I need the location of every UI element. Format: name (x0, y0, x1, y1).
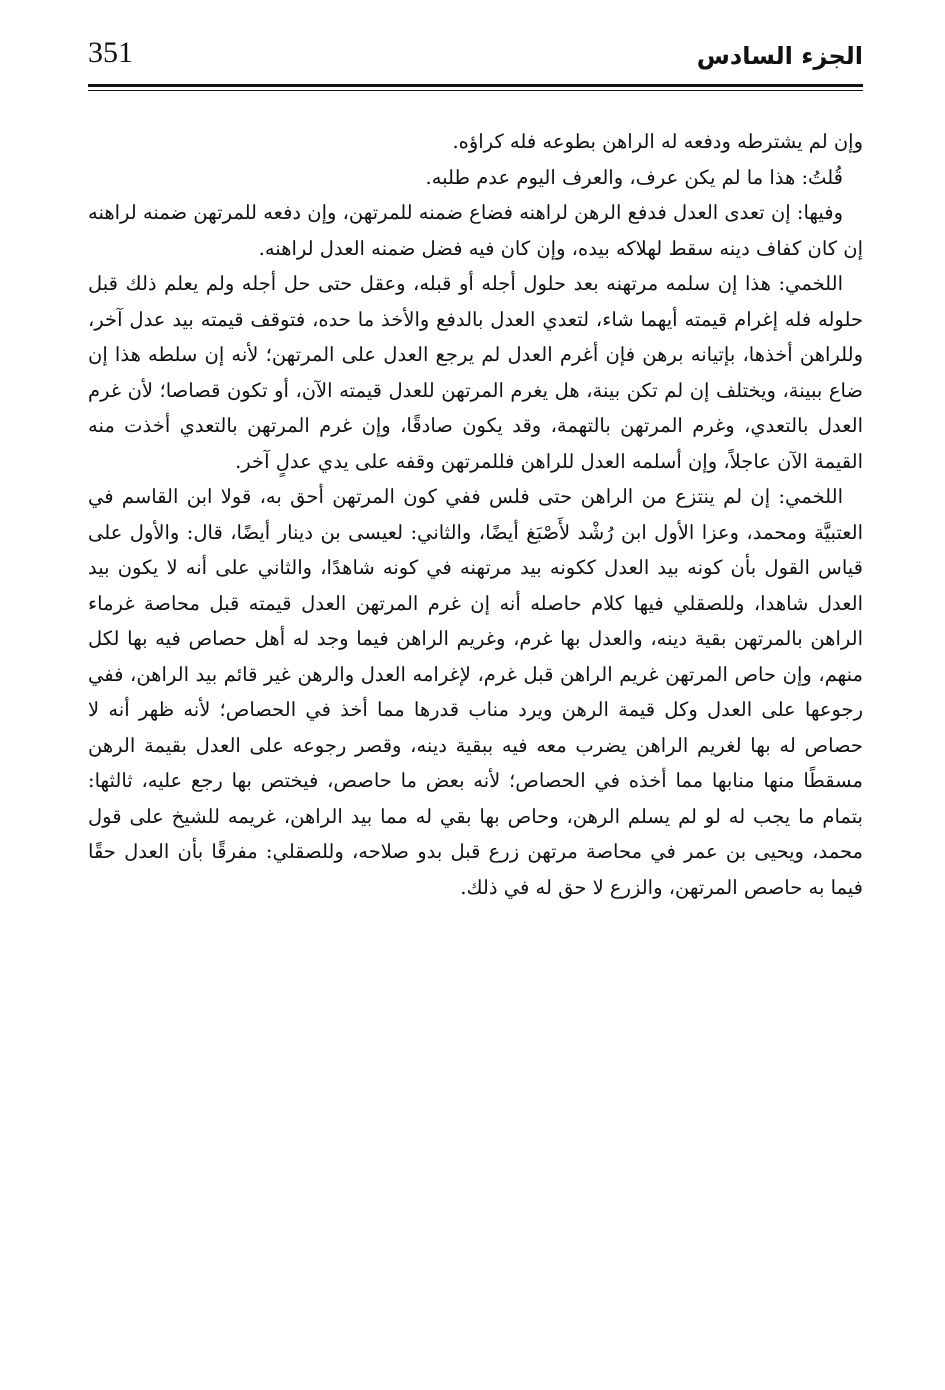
page-header (88, 30, 863, 86)
paragraph: اللخمي: إن لم ينتزع من الراهن حتى فلس ففي كون المرتهن أحق به، قولا ابن القاسم في العتبيَّة ومحمد، وعزا الأول ابن رُشْد لأَصْبَغ أيضًا، والثاني: لعيسى بن دينار أيضًا، قال: والأول على قياس القول بأن كونه بيد العدل ككونه بيد مرتهنه في كونه شاهدًا، والثاني على أنه لا يكون بيد العدل شاهدا، وللصقلي فيها كلام حاصله أنه إن غرم المرتهن العدل قيمته قبل محاصة غرماء الراهن بالمرتهن بقية دينه، والعدل بها غرم، وغريم الراهن فيما وجد له أهل حصاص فيه بها لكل منهم، وإن حاص المرتهن غريم الراهن قبل غرم، لإغرامه العدل والرهن غير قائم بيد الراهن، ففي رجوعها على العدل وكل قيمة الرهن ويرد مناب قدرها مما أخذ في الحصاص؛ لأنه ظهر أنه لا حصاص له بها لغريم الراهن يضرب معه فيه ببقية دينه، وقصر رجوعه على العدل بقيمة الرهن مسقطًا منها منابها مما أخذه في الحصاص؛ لأنه بعض ما حاصص، فيختص بها رجع عليه، ثالثها: بتمام ما يجب له لو لم يسلم الرهن، وحاص بها بقي له مما بيد الراهن، غريمه للشيخ على قول محمد، ويحيى بن عمر في محاصة مرتهن زرع قبل بدو صلاحه، وللصقلي: مفرقًا بأن العدل حقًا فيما به حاصص المرتهن، والزرع لا حق له في ذلك. (88, 485, 863, 899)
page-number: 351 (88, 36, 133, 69)
header-rule-thick (88, 84, 863, 87)
paragraph: اللخمي: هذا إن سلمه مرتهنه بعد حلول أجله أو قبله، وعقل حتى حل أجله ولم يعلم ذلك قبل حلوله فله إغرام قيمته أيهما شاء، لتعدي العدل بالدفع والأخذ ما حده، فتوقف قيمته بيد عدل آخر، وللراهن أخذها، بإتيانه برهن فإن أغرم العدل لم يرجع العدل على المرتهن؛ لأنه إن سلطه هذا إن ضاع ببينة، ويختلف إن لم تكن بينة، هل يغرم المرتهن للعدل قيمته الآن، أو تكون قصاصا؛ لأن غرم العدل بالتعدي، وغرم المرتهن بالتهمة، وقد يكون صادقًا، وإن غرم المرتهن بالتعدي أخذت منه القيمة الآن عاجلاً، وإن أسلمه العدل للراهن فللمرتهن وقفه على يدي عدلٍ آخر. (88, 272, 863, 473)
running-head: الجزء السادس (696, 42, 863, 70)
body-text (88, 124, 863, 905)
header-rule-thin (88, 90, 863, 91)
paragraph: وفيها: إن تعدى العدل فدفع الرهن لراهنه فضاع ضمنه للمرتهن، وإن دفعه للمرتهن ضمنه لراهنه إن كان كفاف دينه سقط لهلاكه بيده، وإن كان فيه فضل ضمنه العدل لراهنه. (88, 201, 863, 260)
document-page (88, 30, 863, 1350)
paragraph: وإن لم يشترطه ودفعه له الراهن بطوعه فله كراؤه. (452, 130, 863, 153)
paragraph: قُلتُ: هذا ما لم يكن عرف، والعرف اليوم عدم طلبه. (425, 165, 843, 189)
